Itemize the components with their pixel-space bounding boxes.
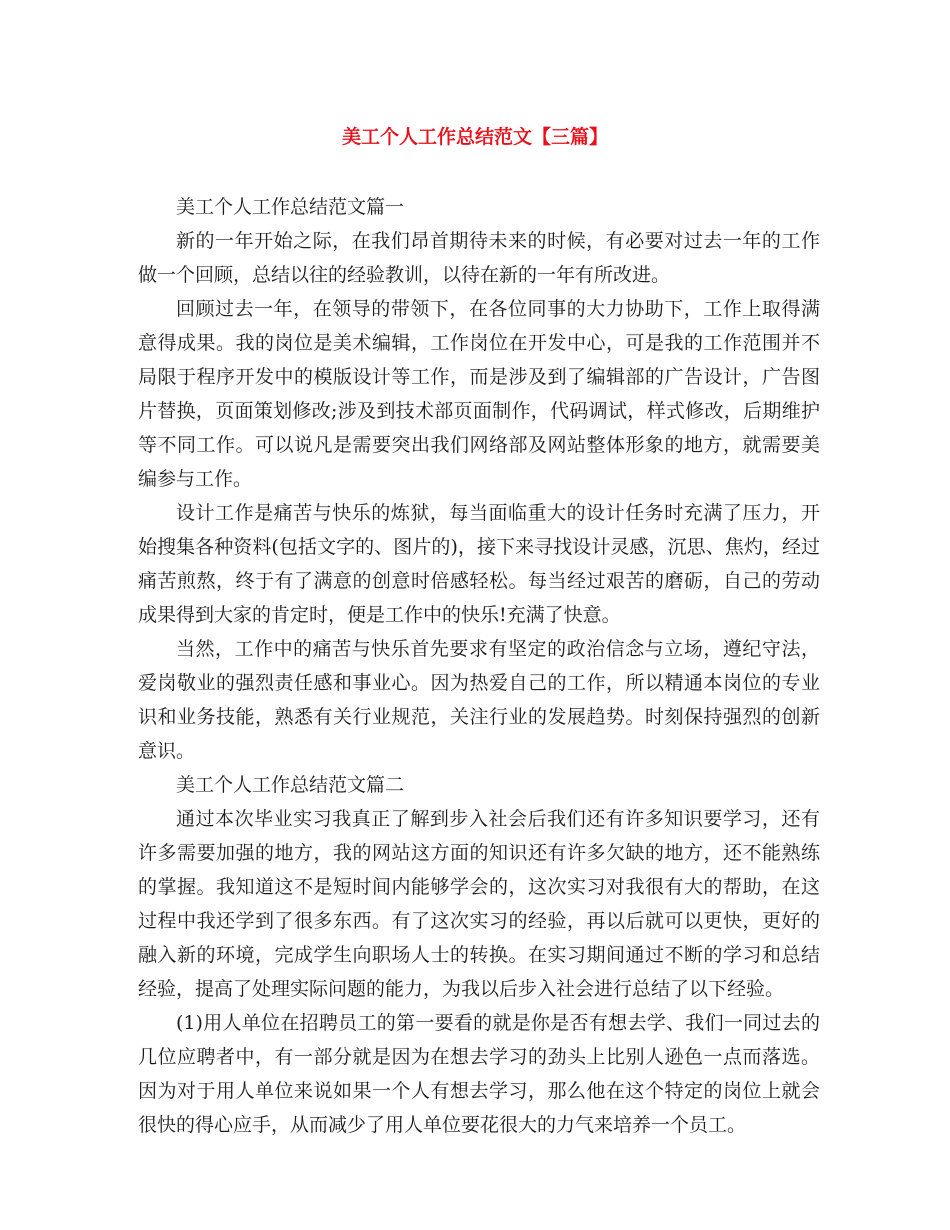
document-body	[138, 190, 820, 1142]
document-title: 美工个人工作总结范文【三篇】	[341, 126, 608, 148]
paragraph: 通过本次毕业实习我真正了解到步入社会后我们还有许多知识要学习，还有许多需要加强的地方，我的网站这方面的知识还有许多欠缺的地方，还不能熟练的掌握。我知道这不是短时间内能够学会的，这次实习对我很有大的帮助，在这过程中我还学到了很多东西。有了这次实习的经验，再以后就可以更快，更好的融入新的环境，完成学生向职场人士的转换。在实习期间通过不断的学习和总结经验，提高了处理实际问题的能力，为我以后步入社会进行总结了以下经验。	[138, 808, 820, 1000]
section-heading: 美工个人工作总结范文篇一	[176, 196, 405, 218]
paragraph: 设计工作是痛苦与快乐的炼狱，每当面临重大的设计任务时充满了压力，开始搜集各种资料(包括文字的、图片的)，接下来寻找设计灵感，沉思、焦灼，经过痛苦煎熬，终于有了满意的创意时倍感轻松。每当经过艰苦的磨砺，自己的劳动成果得到大家的肯定时，便是工作中的快乐!充满了快意。	[138, 502, 820, 626]
paragraph: 当然，工作中的痛苦与快乐首先要求有坚定的政治信念与立场，遵纪守法，爱岗敬业的强烈责任感和事业心。因为热爱自己的工作，所以精通本岗位的专业识和业务技能，熟悉有关行业规范，关注行业的发展趋势。时刻保持强烈的创新意识。	[138, 638, 820, 762]
section-heading: 美工个人工作总结范文篇二	[176, 774, 405, 796]
paragraph: 回顾过去一年，在领导的带领下，在各位同事的大力协助下，工作上取得满意得成果。我的岗位是美术编辑，工作岗位在开发中心，可是我的工作范围并不局限于程序开发中的模版设计等工作，而是涉及到了编辑部的广告设计，广告图片替换，页面策划修改;涉及到技术部页面制作，代码调试，样式修改，后期维护等不同工作。可以说凡是需要突出我们网络部及网站整体形象的地方，就需要美编参与工作。	[138, 298, 820, 490]
paragraph: 新的一年开始之际，在我们昂首期待未来的时候，有必要对过去一年的工作做一个回顾，总结以往的经验教训，以待在新的一年有所改进。	[138, 230, 820, 286]
paragraph: (1)用人单位在招聘员工的第一要看的就是你是否有想去学、我们一同过去的几位应聘者中，有一部分就是因为在想去学习的劲头上比别人逊色一点而落选。因为对于用人单位来说如果一个人有想去学习，那么他在这个特定的岗位上就会很快的得心应手，从而减少了用人单位要花很大的力气来培养一个员工。	[138, 1012, 820, 1136]
